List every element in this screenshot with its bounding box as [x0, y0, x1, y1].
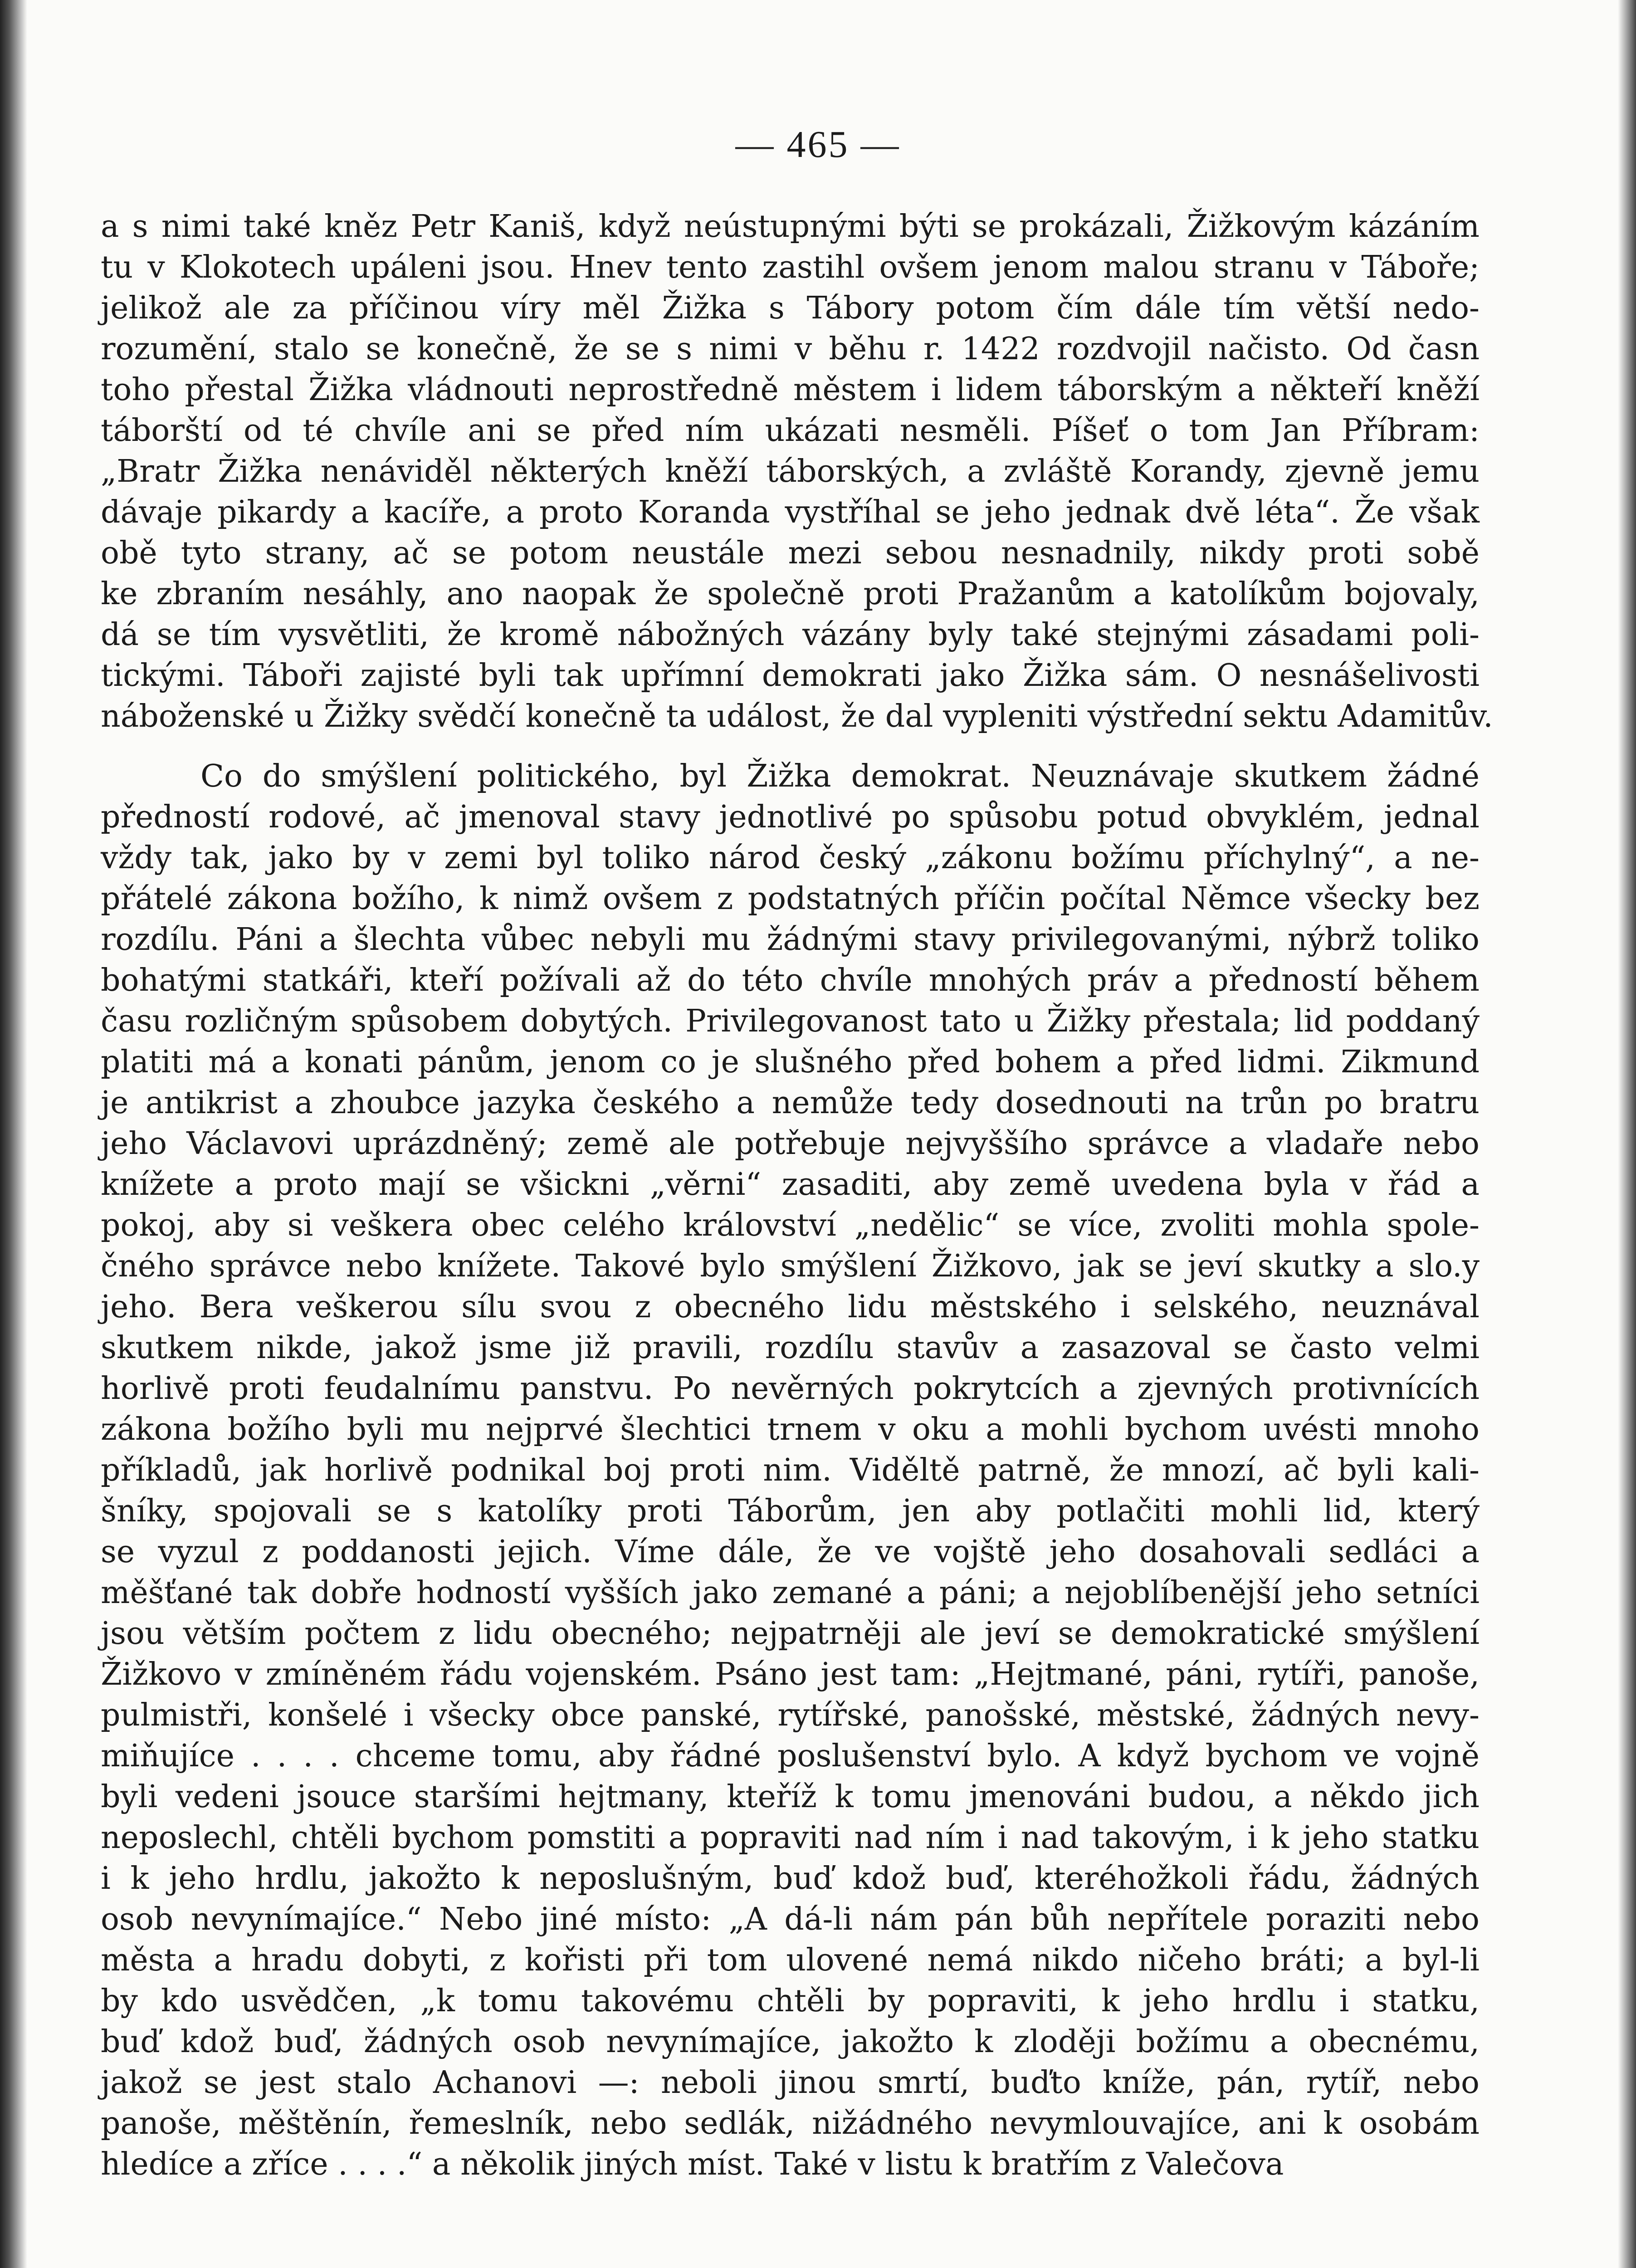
text-line: skutkem nikde, jakož jsme již pravili, rozdílu stavův a zasazoval se často velmi	[101, 1330, 1480, 1366]
text-line: šníky, spojovali se s katolíky proti Táborům, jen aby potlačiti mohli lid, který	[101, 1493, 1480, 1529]
text-line: náboženské u Žižky svědčí konečně ta událost, že dal vypleniti výstřední sektu Adamitův.	[101, 699, 1493, 734]
text-line: měšťané tak dobře hodností vyšších jako zemané a páni; a nejoblíbenější jeho setníci	[101, 1575, 1480, 1611]
text-line: hledíce a zříce . . . .“ a několik jiných míst. Také v listu k bratřím z Valečova	[101, 2146, 1284, 2182]
text-line: osob nevynímajíce.“ Nebo jiné místo: „A dá-li nám pán bůh nepřítele poraziti nebo	[101, 1901, 1480, 1937]
paragraph-1	[101, 206, 1493, 737]
text-line: pulmistři, konšelé i všecky obce panské, rytířské, panošské, městské, žádných nevy-	[101, 1697, 1480, 1733]
text-line: miňujíce . . . . chceme tomu, aby řádné poslušenství bylo. A když bychom ve vojně	[101, 1738, 1480, 1774]
body-text	[101, 206, 1493, 2185]
paragraph-2	[101, 756, 1480, 2185]
text-line: času rozličným spůsobem dobytých. Privilegovanost tato u Žižky přestala; lid poddaný	[101, 1003, 1480, 1039]
text-line: pokoj, aby si veškera obec celého království „nedělic“ se více, zvoliti mohla spole-	[101, 1207, 1480, 1243]
page-number: — 465 —	[735, 123, 901, 166]
text-line: by kdo usvědčen, „k tomu takovému chtěli by popraviti, k jeho hrdlu i statku,	[101, 1983, 1480, 2019]
text-line: je antikrist a zhoubce jazyka českého a nemůže tedy dosednouti na trůn po bratru	[101, 1085, 1480, 1121]
text-line: Co do smýšlení politického, byl Žižka demokrat. Neuznávaje skutkem žádné	[200, 758, 1480, 794]
text-line: rozumění, stalo se konečně, že se s nimi v běhu r. 1422 rozdvojil načisto. Od časn	[101, 331, 1480, 367]
text-line: „Bratr Žižka nenáviděl některých kněží táborských, a zvláště Korandy, zjevně jemu	[101, 454, 1480, 489]
text-line: jelikož ale za příčinou víry měl Žižka s Tábory potom čím dále tím větší nedo-	[101, 290, 1480, 326]
text-line: jeho. Bera veškerou sílu svou z obecného lidu městského i selského, neuznával	[101, 1289, 1480, 1325]
text-line: horlivě proti feudalnímu panstvu. Po nevěrných pokrytcích a zjevných protivnících	[101, 1371, 1480, 1407]
text-line: i k jeho hrdlu, jakožto k neposlušným, buď kdož buď, kteréhožkoli řádu, žádných	[101, 1861, 1480, 1897]
text-line: platiti má a konati pánům, jenom co je slušného před bohem a před lidmi. Zikmund	[101, 1044, 1480, 1080]
text-line: města a hradu dobyti, z kořisti při tom ulovené nemá nikdo ničeho bráti; a byl-li	[101, 1942, 1480, 1978]
text-line: zákona božího byli mu nejprvé šlechtici trnem v oku a mohli bychom uvésti mnoho	[101, 1412, 1480, 1447]
text-line: ke zbraním nesáhly, ano naopak že společně proti Pražanům a katolíkům bojovaly,	[101, 576, 1480, 612]
text-line: byli vedeni jsouce staršími hejtmany, kteříž k tomu jmenováni budou, a někdo jich	[101, 1779, 1480, 1815]
text-line: čného správce nebo knížete. Takové bylo smýšlení Žižkovo, jak se jeví skutky a slo.y	[101, 1248, 1480, 1284]
text-line: jeho Václavovi uprázdněný; země ale potřebuje nejvyššího správce a vladaře nebo	[101, 1126, 1480, 1162]
text-line: se vyzul z poddanosti jejich. Víme dále, že ve vojště jeho dosahovali sedláci a	[101, 1534, 1480, 1570]
paragraph-spacer	[101, 737, 1480, 756]
text-line: táborští od té chvíle ani se před ním ukázati nesměli. Píšeť o tom Jan Příbram:	[101, 413, 1480, 449]
text-line: panoše, měštěnín, řemeslník, nebo sedlák, nižádného nevymlouvajíce, ani k osobám	[101, 2106, 1480, 2141]
text-line: příkladů, jak horlivě podnikal boj proti nim. Viděltě patrně, že mnozí, ač byli kali-	[101, 1452, 1480, 1488]
text-line: jakož se jest stalo Achanovi —: neboli jinou smrtí, buďto kníže, pán, rytíř, nebo	[101, 2065, 1480, 2101]
text-line: Žižkovo v zmíněném řádu vojenském. Psáno jest tam: „Hejtmané, páni, rytíři, panoše,	[101, 1657, 1480, 1692]
text-line: a s nimi také kněz Petr Kaniš, když neústupnými býti se prokázali, Žižkovým kázáním	[101, 209, 1480, 244]
text-line: neposlechl, chtěli bychom pomstiti a popraviti nad ním i nad takovým, i k jeho statku	[101, 1820, 1480, 1856]
scan-right-edge	[1618, 0, 1636, 2268]
text-line: knížete a proto mají se všickni „věrni“ zasaditi, aby země uvedena byla v řád a	[101, 1167, 1480, 1202]
text-line: buď kdož buď, žádných osob nevynímajíce, jakožto k zloději božímu a obecnému,	[101, 2024, 1480, 2060]
text-line: jsou větším počtem z lidu obecného; nejpatrněji ale jeví se demokratické smýšlení	[101, 1616, 1480, 1652]
text-line: vždy tak, jako by v zemi byl toliko národ český „zákonu božímu příchylný“, a ne-	[101, 840, 1480, 876]
scan-left-edge	[0, 0, 27, 2268]
text-line: dávaje pikardy a kacíře, a proto Koranda vystříhal se jeho jednak dvě léta“. Že však	[101, 494, 1480, 530]
text-line: bohatými statkáři, kteří požívali až do této chvíle mnohých práv a předností během	[101, 963, 1480, 998]
text-line: předností rodové, ač jmenoval stavy jednotlivé po spůsobu potud obvyklém, jednal	[101, 799, 1480, 835]
text-line: tu v Klokotech upáleni jsou. Hnev tento zastihl ovšem jenom malou stranu v Táboře;	[101, 249, 1480, 285]
text-line: obě tyto strany, ač se potom neustále mezi sebou nesnadnily, nikdy proti sobě	[101, 535, 1480, 571]
text-line: přátelé zákona božího, k nimž ovšem z podstatných příčin počítal Němce všecky bez	[101, 881, 1480, 917]
text-line: rozdílu. Páni a šlechta vůbec nebyli mu žádnými stavy privilegovanými, nýbrž toliko	[101, 922, 1480, 958]
text-line: toho přestal Žižka vládnouti neprostředně městem i lidem táborským a někteří kněží	[101, 372, 1480, 408]
text-line: tickými. Táboři zajisté byli tak upřímní demokrati jako Žižka sám. O nesnášelivosti	[101, 658, 1480, 694]
text-line: dá se tím vysvětliti, že kromě nábožných vázány byly také stejnými zásadami poli-	[101, 617, 1480, 653]
